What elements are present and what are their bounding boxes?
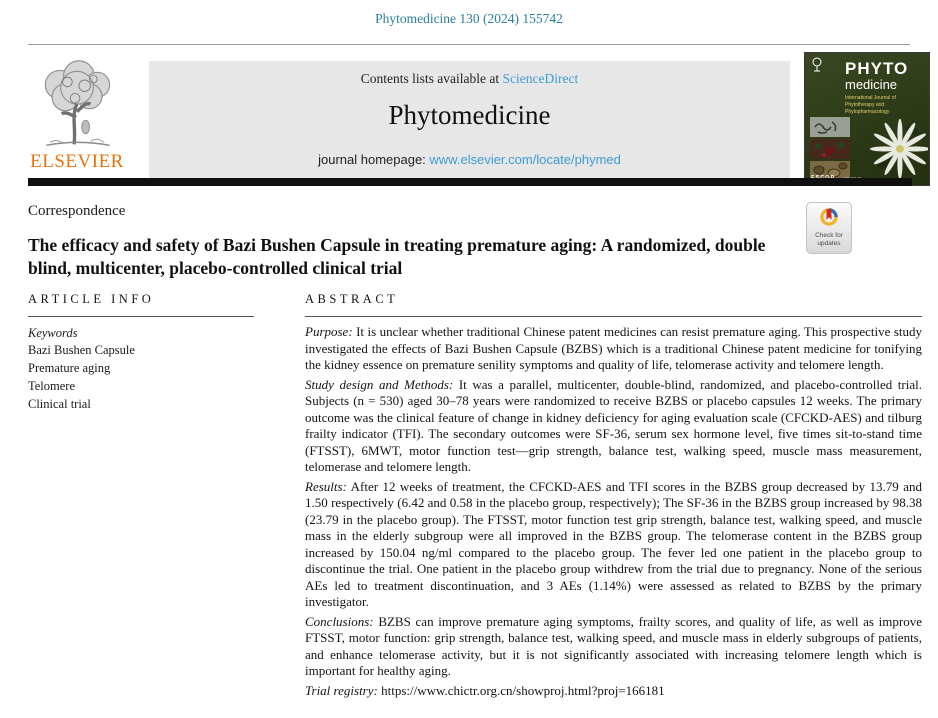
- cover-panel-tissue: [810, 139, 850, 159]
- cover-publisher-icon: [811, 57, 823, 73]
- keyword-item: Bazi Bushen Capsule: [28, 343, 135, 357]
- cover-subtitle: International Journal of Phytotherapy and Phytopharmacology: [845, 95, 896, 115]
- trial-registry-url[interactable]: https://www.chictr.org.cn/showproj.html?proj=166181: [377, 682, 665, 698]
- contents-prefix: Contents lists available at: [360, 71, 503, 86]
- article-info-column: [28, 292, 254, 414]
- abstract-paragraph-purpose: [305, 324, 922, 374]
- abstract-paragraph-conclusions: [305, 614, 922, 680]
- paragraph-text: It was a parallel, multicenter, double-blind, randomized, and placebo-controlled trial. Subjects (n = 530) aged 30–78 years were randomized to receive BZBS or placebo capsules 12 weeks. The primary outcome was the clinical feature of change in kidney deficiency for aging evaluation scale (CFCKD-AES) and tilburg frailty indicator (TFI). The secondary outcomes were SF-36, serum sex hormone level, five times sit-to-stand time (FTSST), 6MWT, motor function test—grip strength, balance test, walking speed, muscle mass measurement, telomerase and telomere length.: [305, 376, 922, 474]
- check-badge-line1: Check for: [815, 232, 843, 239]
- elsevier-wordmark: ELSEVIER: [30, 151, 124, 172]
- abstract-paragraph-trial-registry: [305, 683, 922, 700]
- journal-title: Phytomedicine: [388, 100, 551, 130]
- elsevier-logo: [26, 56, 128, 180]
- keyword-item: Clinical trial: [28, 397, 91, 412]
- paragraph-label: Conclusions:: [305, 613, 374, 629]
- article-type-label: Correspondence: [28, 203, 126, 219]
- keyword-item: Telomere: [28, 379, 76, 394]
- article-info-rule: [28, 316, 254, 317]
- running-head-citation: Phytomedicine 130 (2024) 155742: [375, 11, 563, 26]
- paragraph-text: It is unclear whether traditional Chinese patent medicines can resist premature aging. This prospective study investigated the effects of Bazi Bushen Capsule (BZBS) which is a traditional Chinese patent medicine for tonifying the kidney essence on premature senility symptoms and quality of life, telomerase activity and telomere length.: [305, 324, 922, 372]
- journal-cover-thumbnail[interactable]: [804, 52, 930, 186]
- cover-thumbnail-panels: [810, 117, 850, 183]
- paragraph-label: Trial registry:: [305, 682, 378, 698]
- paragraph-text: After 12 weeks of treatment, the CFCKD-AES and TFI scores in the BZBS group decreased by 13.79 and 1.50 respectively (6.42 and 0.58 in the placebo group, respectively); The SF-36 in the BZBS group increased by 98.38 (23.79 in the placebo group). The FTSST, motor function test grip strength, balance test, walking speed, and muscle mass in the elderly subgroup were all improved in the BZBS group. The telomerase content in the BZBS group increased by 150.04 ng/ml compared to the placebo group. The fever led one patient in the placebo group to discontinue the trial. One patient in the placebo group withdrew from the trial due to pregnancy. None of the serious AEs led to treatment discontinuation, and 3 AEs (1.14%) were assessed as related to BZBS by the primary investigator.: [305, 478, 922, 609]
- abstract-paragraph-results: [305, 479, 922, 611]
- contents-line: [149, 71, 790, 87]
- journal-homepage-link[interactable]: www.elsevier.com/locate/phymed: [429, 152, 621, 167]
- homepage-line: [149, 152, 790, 167]
- check-badge-line2: updates: [817, 240, 841, 248]
- cover-panel-microscopy: [810, 117, 850, 137]
- homepage-prefix: journal homepage:: [318, 152, 430, 167]
- article-info-heading: ARTICLE INFO: [28, 292, 155, 306]
- top-divider: [28, 44, 910, 45]
- keywords-label: Keywords: [28, 326, 78, 340]
- article-title: The efficacy and safety of Bazi Bushen Capsule in treating premature aging: A randomized, double blind, multicenter, placebo-controlled clinical trial: [28, 235, 766, 279]
- check-updates-icon: [819, 214, 839, 231]
- abstract-paragraph-methods: [305, 377, 922, 476]
- cover-title-line2: medicine: [845, 77, 898, 92]
- paragraph-label: Purpose:: [305, 324, 353, 339]
- paragraph-text: BZBS can improve premature aging symptoms, frailty scores, and quality of life, as well as improve FTSST, motor function: grip strength, balance test, walking speed, and muscle mass in elderly subgroups of patients, and enhance telomerase activity, but it is not significantly associated with increasing telomere length which is important for healthy aging.: [305, 613, 922, 678]
- journal-header-band: [149, 61, 790, 178]
- paragraph-label: Study design and Methods:: [305, 376, 454, 392]
- paragraph-label: Results:: [305, 478, 347, 494]
- cover-title-line1: PHYTO: [845, 59, 909, 78]
- check-for-updates-badge[interactable]: [806, 202, 852, 254]
- sciencedirect-link[interactable]: ScienceDirect: [502, 71, 579, 86]
- abstract-heading: ABSTRACT: [305, 292, 399, 306]
- elsevier-tree-icon: [26, 56, 128, 152]
- abstract-column: [305, 292, 922, 702]
- header-divider-bar: [28, 178, 912, 186]
- abstract-rule: [305, 316, 922, 317]
- abstract-body: [305, 324, 922, 699]
- keyword-item: Premature aging: [28, 361, 111, 376]
